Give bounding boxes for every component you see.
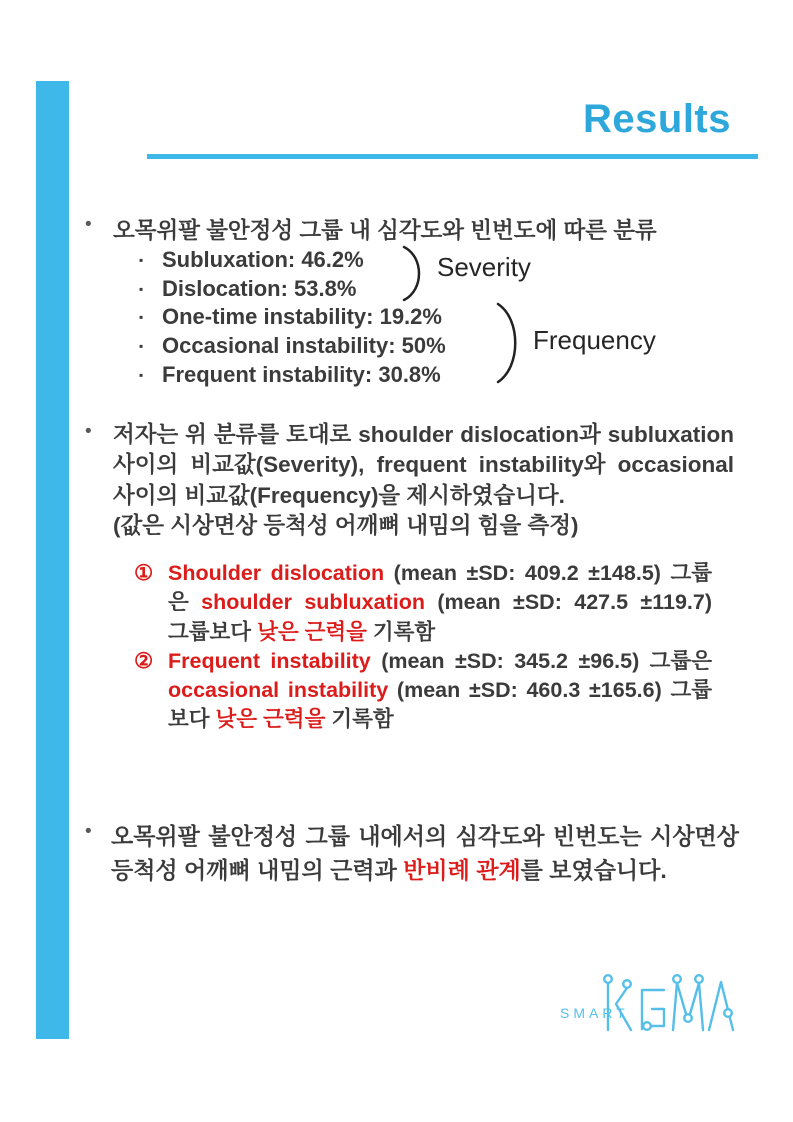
list-item-label: Subluxation: 46.2%	[162, 247, 364, 272]
frequency-brace-icon	[495, 302, 524, 384]
comparison-paragraph-row	[85, 420, 734, 541]
list-item-label: Dislocation: 53.8%	[162, 275, 357, 301]
conclusion-paragraph-row	[85, 820, 739, 887]
list-item	[139, 333, 446, 362]
bullet-icon: •	[85, 421, 92, 442]
bullet-icon: •	[85, 821, 92, 842]
square-bullet-icon: ▪	[139, 253, 144, 267]
square-bullet-icon: ▪	[139, 310, 144, 325]
list-item	[139, 276, 446, 305]
logo-tagline: SMART	[560, 1005, 629, 1021]
frequency-label: Frequency	[533, 325, 656, 355]
list-item	[139, 304, 446, 333]
circled-number-icon: ②	[134, 648, 154, 673]
finding-item	[134, 647, 712, 735]
kema-logo	[600, 971, 738, 1035]
bullet-icon: •	[85, 214, 92, 235]
severity-label: Severity	[437, 252, 531, 282]
comparison-paragraph: 저자는 위 분류를 토대로 shoulder dislocation과 subluxation 사이의 비교값(Severity), frequent instability와 occasional 사이의 비교값(Frequency)을 제시하였습니다. (값은 시상면상 등척성 어깨뼈 내밈의 힘을 측정)	[113, 422, 734, 538]
title-underline	[147, 154, 758, 159]
findings-list	[134, 559, 712, 735]
list-item	[139, 247, 446, 276]
square-bullet-icon: ▪	[139, 367, 144, 382]
finding-text: Shoulder dislocation (mean ±SD: 409.2 ±148.5) 그룹 은 shoulder subluxation (mean ±SD: 427.5 ±119.7) 그룹보다 낮은 근력을 기록함	[168, 561, 712, 644]
square-bullet-icon: ▪	[139, 339, 144, 354]
square-bullet-icon: ▪	[139, 281, 144, 296]
conclusion-paragraph: 오목위팔 불안정성 그룹 내에서의 심각도와 빈번도는 시상면상 등척성 어깨뼈 내밈의 근력과 반비례 관계를 보였습니다.	[111, 823, 739, 883]
severity-brace-icon	[401, 245, 428, 302]
list-item-label: One-time instability: 19.2%	[162, 304, 442, 330]
classification-heading: 오목위팔 불안정성 그룹 내 심각도와 빈번도에 따른 분류	[113, 218, 657, 243]
list-item-label: Occasional instability: 50%	[162, 333, 446, 359]
page-title: Results	[583, 97, 731, 141]
list-item	[139, 362, 446, 391]
finding-item	[134, 559, 712, 647]
classification-heading-row	[85, 213, 725, 245]
circled-number-icon: ①	[134, 561, 154, 585]
classification-list	[139, 247, 446, 390]
list-item-label: Frequent instability: 30.8%	[162, 361, 441, 387]
left-accent-bar	[36, 81, 69, 1039]
finding-text: Frequent instability (mean ±SD: 345.2 ±96.5) 그룹은 occasional instability (mean ±SD: 460.3 ±165.6) 그룹 보다 낮은 근력을 기록함	[168, 648, 712, 732]
